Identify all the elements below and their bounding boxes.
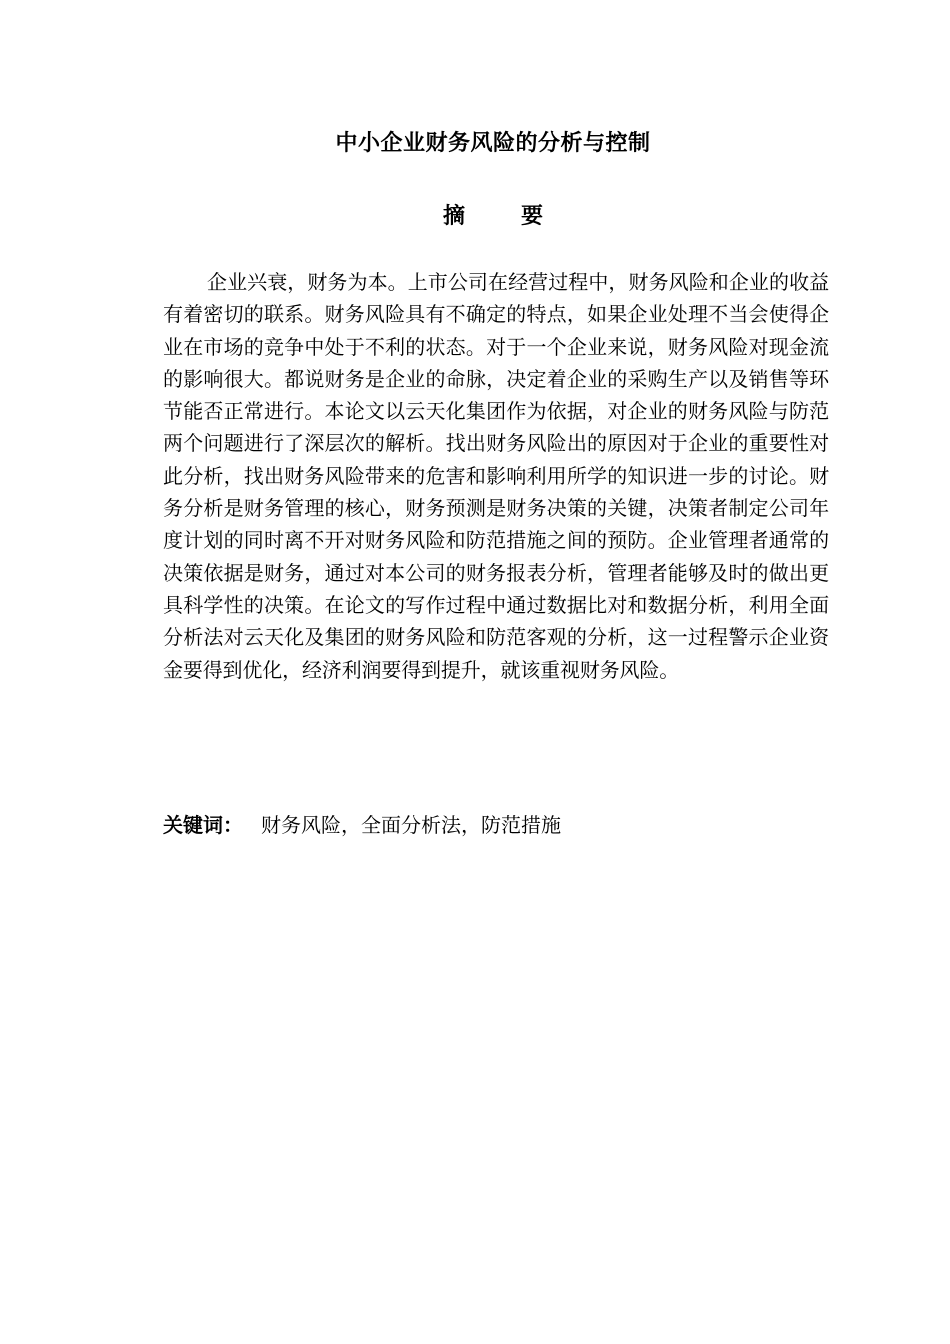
abstract-paragraph: 企业兴衰，财务为本。上市公司在经营过程中，财务风险和企业的收益有着密切的联系。财务风险具有不确定的特点，如果企业处理不当会使得企业在市场的竞争中处于不利的状态。对于一个企业来说，财务风险对现金流的影响很大。都说财务是企业的命脉，决定着企业的采购生产以及销售等环节能否正常进行。本论文以云天化集团作为依据，对企业的财务风险与防范两个问题进行了深层次的解析。找出财务风险出的原因对于企业的重要性对此分析，找出财务风险带来的危害和影响利用所学的知识进一步的讨论。财务分析是财务管理的核心，财务预测是财务决策的关键，决策者制定公司年度计划的同时离不开对财务风险和防范措施之间的预防。企业管理者通常的决策依据是财务，通过对本公司的财务报表分析，管理者能够及时的做出更具科学性的决策。在论文的写作过程中通过数据比对和数据分析，利用全面分析法对云天化及集团的财务风险和防范客观的分析，这一过程警示企业资金要得到优化，经济利润要得到提升，就该重视财务风险。 [163, 270, 829, 682]
keywords-line [163, 810, 829, 840]
abstract-heading: 摘要 [442, 204, 599, 229]
keywords-value: 财务风险，全面分析法，防范措施 [261, 813, 561, 837]
keywords-label: 关键词： [163, 813, 243, 837]
document-title: 中小企业财务风险的分析与控制 [335, 131, 651, 156]
